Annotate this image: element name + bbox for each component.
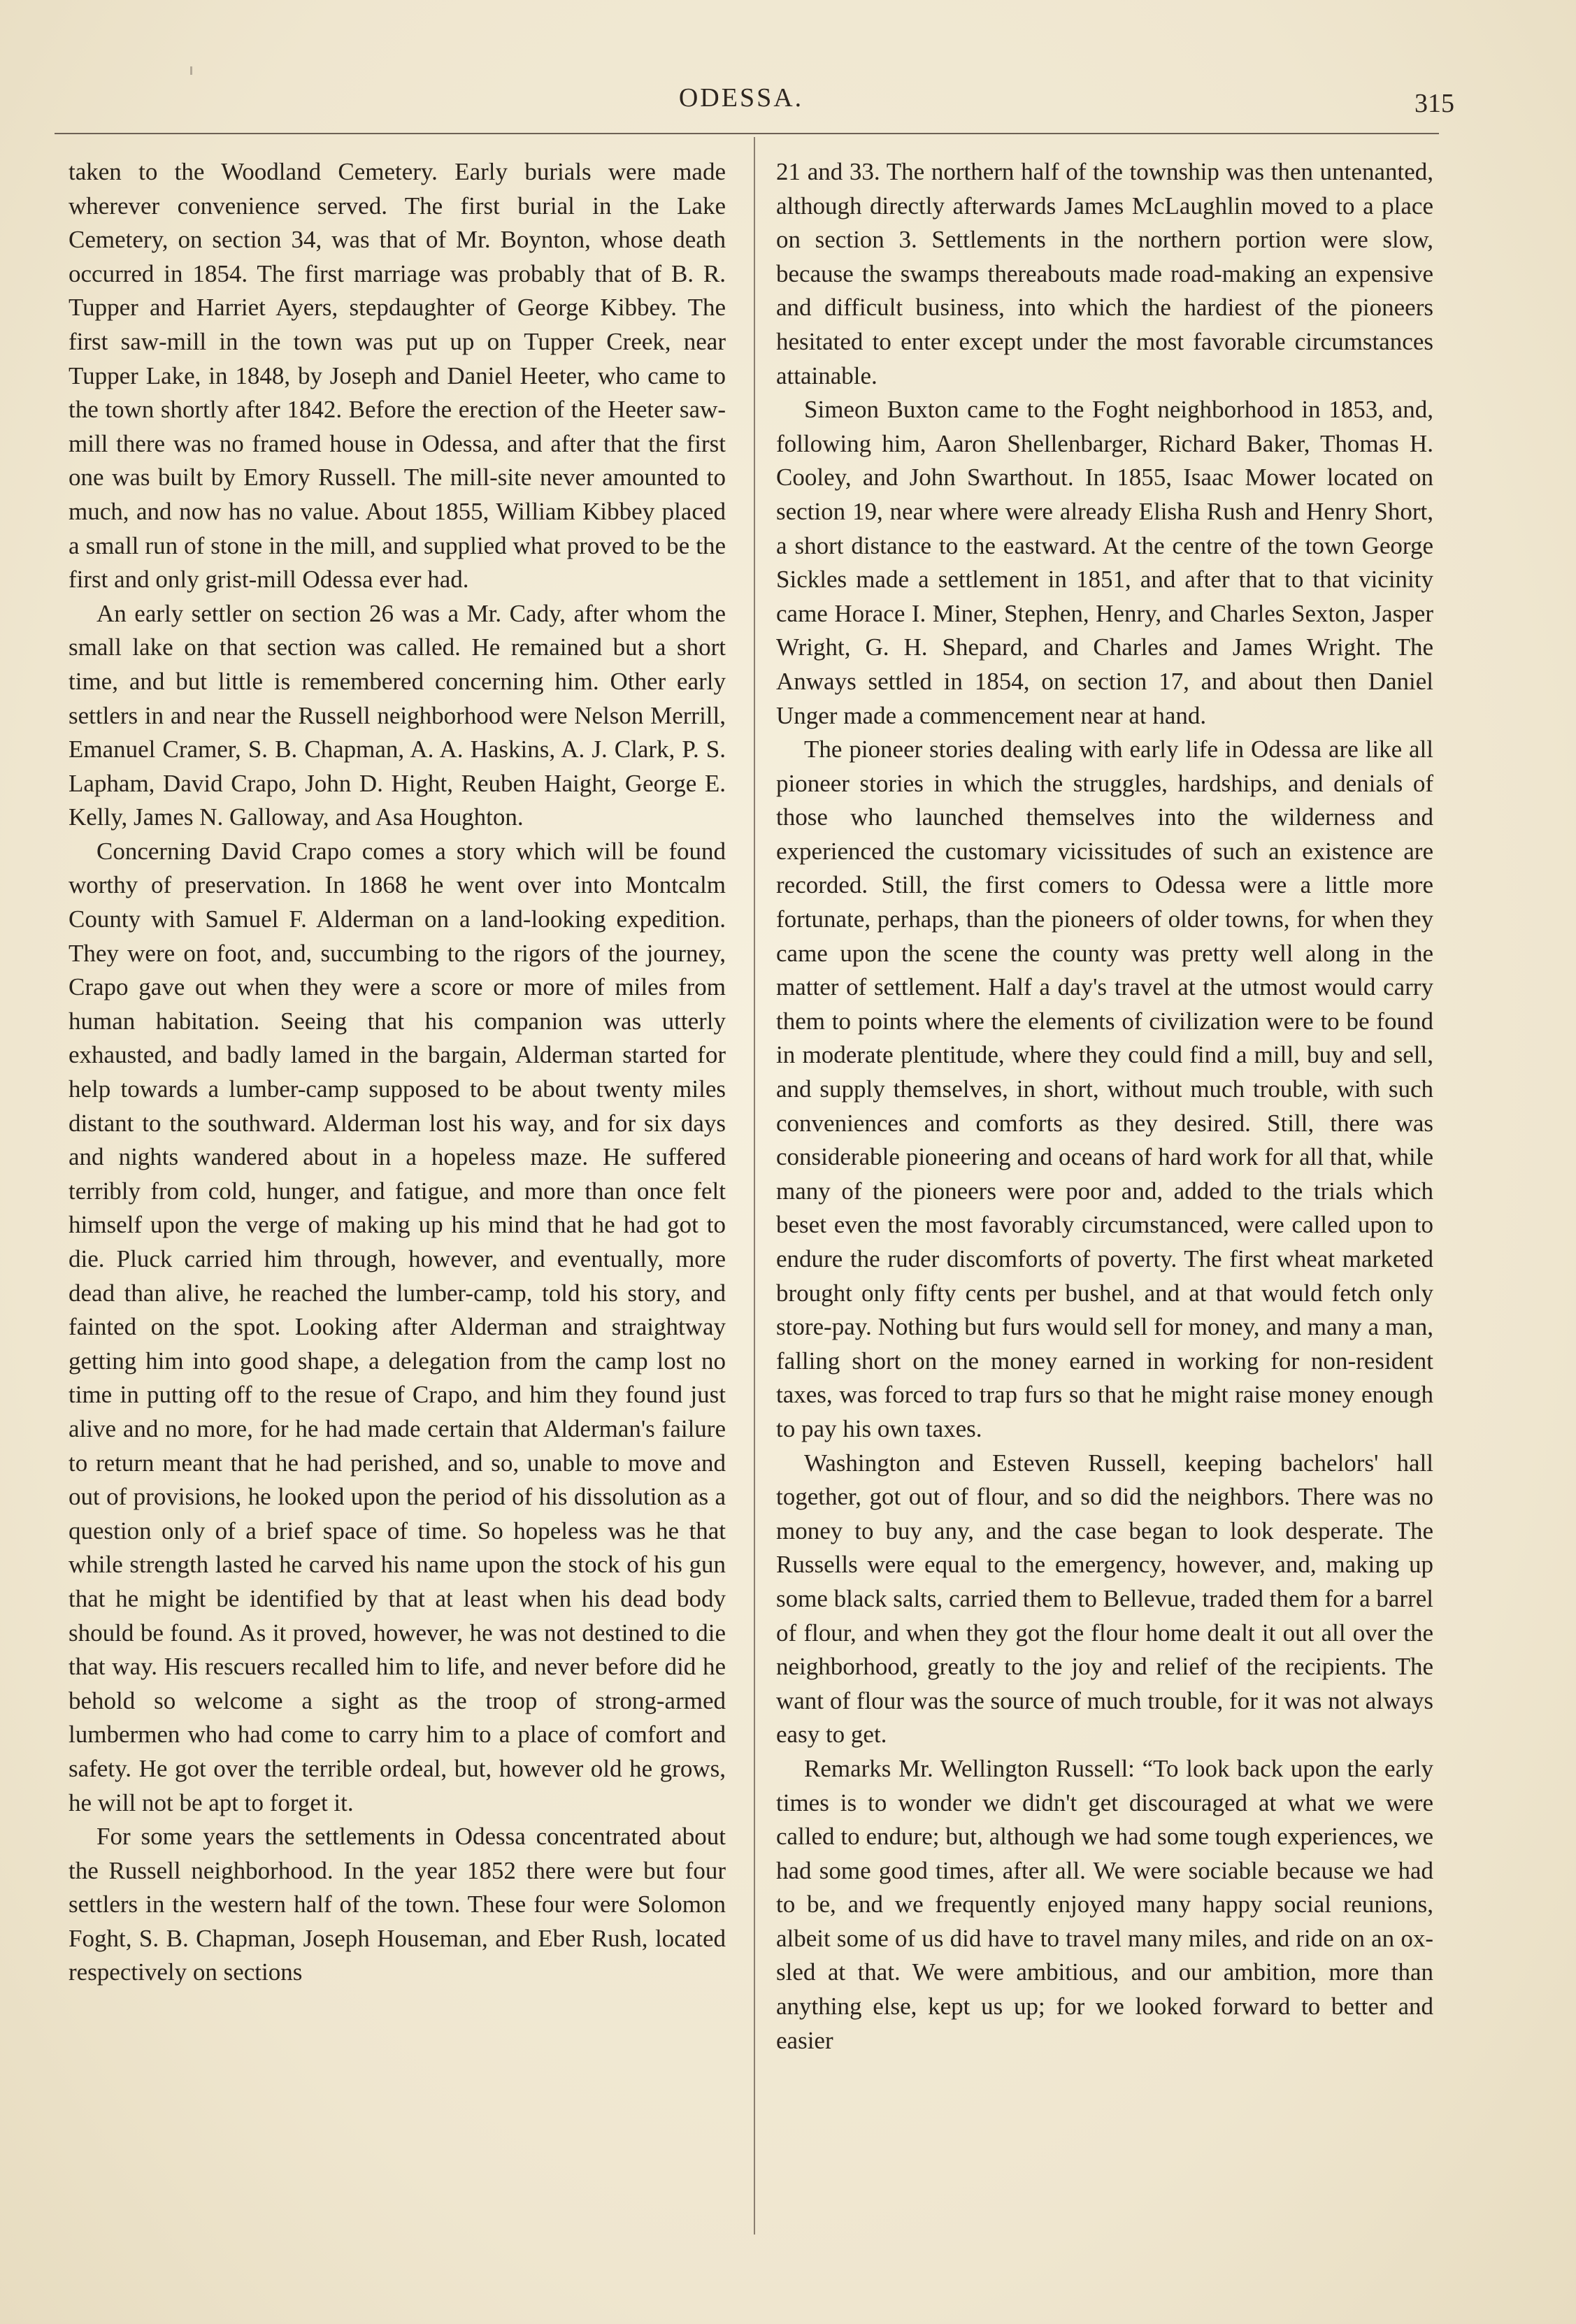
paragraph: The pioneer stories dealing with early life in Odessa are like all pioneer stories in which the struggles, hardships, and denials of those who launched themselves into the wilderness and experienced the customary vicissitudes of such an existence are recorded. Still, the first comers to Odessa were a little more fortunate, perhaps, than the pioneers of older towns, for when they came upon the scene the county was pretty well along in the matter of settlement. Half a day's travel at the utmost would carry them to points where the elements of civilization were to be found in moderate plentitude, where they could find a mill, buy and sell, and supply themselves, in short, without much trouble, with such conveniences and comforts as they desired. Still, there was considerable pioneering and oceans of hard work for all that, while many of the pioneers were poor and, added to the trials which beset even the most favorably circumstanced, were called upon to endure the ruder discomforts of poverty. The first wheat marketed brought only fifty cents per bushel, and at that would fetch only store-pay. Nothing but furs would sell for money, and many a man, falling short on the money earned in working for non-resident taxes, was forced to trap furs so that he might raise money enough to pay his own taxes.	[776, 736, 1433, 1442]
paragraph: Remarks Mr. Wellington Russell: “To look back upon the early times is to wonder we didn't get discouraged at what we were called to endure; but, although we had some tough experiences, we had some good times, after all. We were sociable because we had to be, and we frequently enjoyed many happy social reunions, albeit some of us did have to travel many miles, and ride on an ox-sled at that. We were ambitious, and our ambition, more than anything else, kept us up; for we looked forward to better and easier	[776, 1754, 1433, 2054]
page-number: 315	[1414, 89, 1454, 118]
running-title: ODESSA.	[678, 83, 804, 113]
page-header	[42, 76, 1454, 124]
right-column	[776, 155, 1433, 2058]
column-divider	[754, 137, 755, 2235]
paragraph: Simeon Buxton came to the Foght neighborhood in 1853, and, following him, Aaron Shellenbarger, Richard Baker, Thomas H. Cooley, and John Swarthout. In 1855, Isaac Mower located on section 19, near where were already Elisha Rush and Henry Short, a short distance to the eastward. At the centre of the town George Sickles made a settlement in 1851, and after that to that vicinity came Horace I. Miner, Stephen, Henry, and Charles Sexton, Jasper Wright, G. H. Shepard, and Charles and James Wright. The Anways settled in 1854, on section 17, and about then Daniel Unger made a commencement near at hand.	[776, 396, 1433, 729]
paragraph: An early settler on section 26 was a Mr. Cady, after whom the small lake on that section was called. He remained but a short time, and but little is remembered concerning him. Other early settlers in and near the Russell neighborhood were Nelson Merrill, Emanuel Cramer, S. B. Chapman, A. A. Haskins, A. J. Clark, P. S. Lapham, David Crapo, John D. Hight, Reuben Haight, George E. Kelly, James N. Galloway, and Asa Houghton.	[69, 599, 726, 831]
paragraph: For some years the settlements in Odessa concentrated about the Russell neighborhood. In the year 1852 there were but four settlers in the western half of the town. These four were Solomon Foght, S. B. Chapman, Joseph Houseman, and Eber Rush, located respectively on sections	[69, 1823, 726, 1986]
paragraph: Washington and Esteven Russell, keeping bachelors' hall together, got out of flour, and so did the neighbors. There was no money to buy any, and the case began to look desperate. The Russells were equal to the emergency, however, and, making up some black salts, carried them to Bellevue, traded them for a barrel of flour, and when they got the flour home dealt it out all over the neighborhood, greatly to the joy and relief of the recipients. The want of flour was the source of much trouble, for it was not always easy to get.	[776, 1449, 1433, 1749]
paragraph: Concerning David Crapo comes a story which will be found worthy of preservation. In 1868 he went over into Montcalm County with Samuel F. Alderman on a land-looking expedition. They were on foot, and, succumbing to the rigors of the journey, Crapo gave out when they were a score or more of miles from human habitation. Seeing that his companion was utterly exhausted, and badly lamed in the bargain, Alderman started for help towards a lumber-camp supposed to be about twenty miles distant to the southward. Alderman lost his way, and for six days and nights wandered about in a hopeless maze. He suffered terribly from cold, hunger, and fatigue, and more than once felt himself upon the verge of making up his mind that he had got to die. Pluck carried him through, however, and eventually, more dead than alive, he reached the lumber-camp, told his story, and fainted on the spot. Looking after Alderman and straightway getting him into good shape, a delegation from the camp lost no time in putting off to the resue of Crapo, and him they found just alive and no more, for he had made certain that Alderman's failure to return meant that he had perished, and so, unable to move and out of provisions, he looked upon the period of his dissolution as a question only of a brief space of time. So hopeless was he that while strength lasted he carved his name upon the stock of his gun that he might be identified by that at least when his dead body should be found. As it proved, however, he was not destined to die that way. His rescuers recalled him to life, and never before did he behold so welcome a sight as the troop of strong-armed lumbermen who had come to carry him to a place of comfort and safety. He got over the terrible ordeal, but, however old he grows, he will not be apt to forget it.	[69, 837, 726, 1816]
paragraph: 21 and 33. The northern half of the township was then untenanted, although directly afterwards James McLaughlin moved to a place on section 3. Settlements in the northern portion were slow, because the swamps thereabouts made road-making an expensive and difficult business, into which the hardiest of the pioneers hesitated to enter except under the most favorable circumstances attainable.	[776, 158, 1433, 389]
left-column	[69, 155, 726, 1990]
paper-speck	[190, 66, 192, 75]
paragraph: taken to the Woodland Cemetery. Early burials were made wherever convenience served. The first burial in the Lake Cemetery, on section 34, was that of Mr. Boynton, whose death occurred in 1854. The first marriage was probably that of B. R. Tupper and Harriet Ayers, stepdaughter of George Kibbey. The first saw-mill in the town was put up on Tupper Creek, near Tupper Lake, in 1848, by Joseph and Daniel Heeter, who came to the town shortly after 1842. Before the erection of the Heeter saw-mill there was no framed house in Odessa, and after that the first one was built by Emory Russell. The mill-site never amounted to much, and now has no value. About 1855, William Kibbey placed a small run of stone in the mill, and supplied what proved to be the first and only grist-mill Odessa ever had.	[69, 158, 726, 594]
header-rule	[55, 133, 1439, 134]
